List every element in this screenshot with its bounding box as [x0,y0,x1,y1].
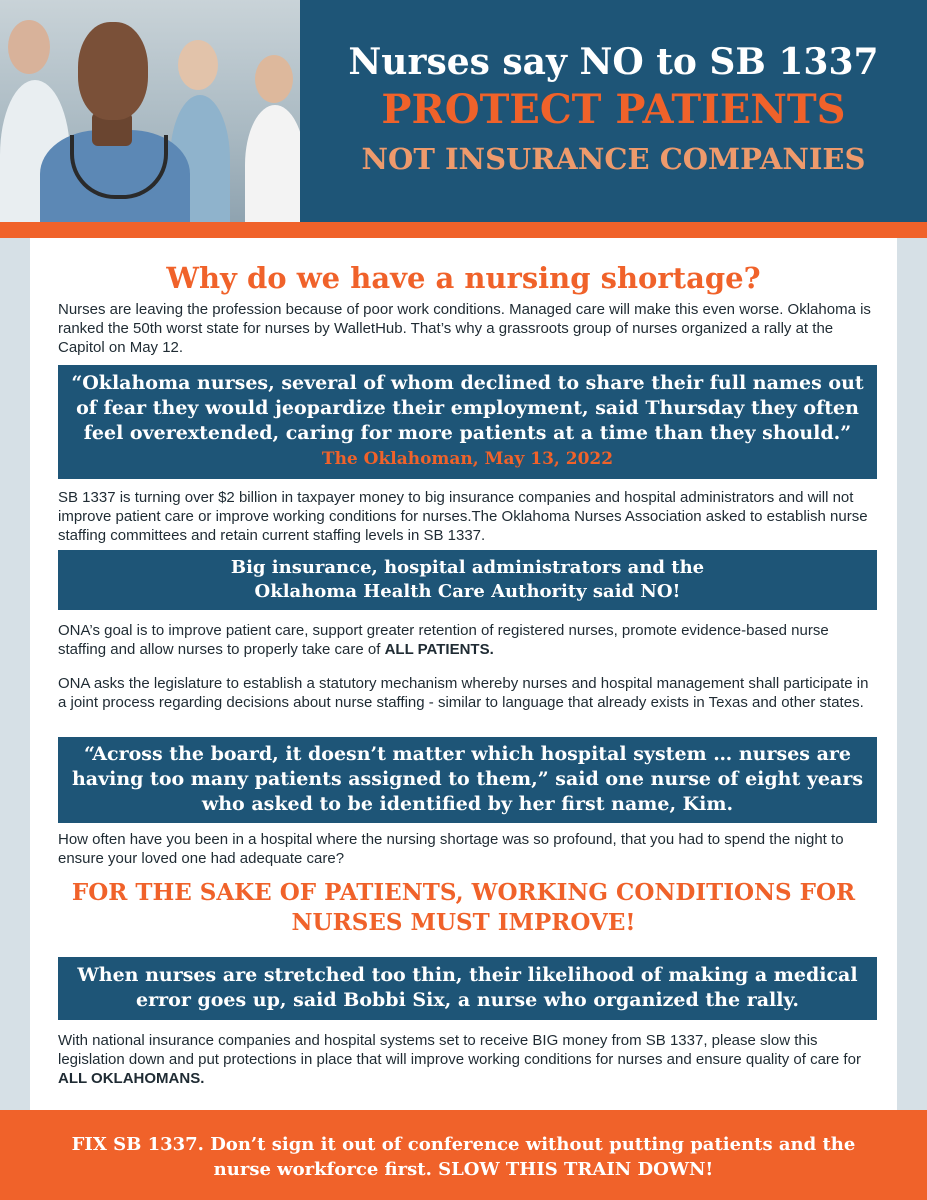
ona-legislature-paragraph: ONA asks the legislature to establish a statutory mechanism whereby nurses and hospital management shall participate in a joint process regarding decisions about nurse staffing - similar to language that already exists in Texas and other states. [58,675,869,711]
right-margin [897,238,927,1110]
callout-line1: FOR THE SAKE OF PATIENTS, WORKING CONDITIONS FOR [71,879,856,906]
left-margin [0,238,30,1110]
photo-figure [8,20,50,74]
quote-text: “Oklahoma nurses, several of whom declined to share their full names out of fear they would jeopardize their employment, said Thursday they often feel overextended, caring for more patients at a time than they should.” [71,372,864,444]
photo-figure [178,40,218,90]
sb1337-paragraph: SB 1337 is turning over $2 billion in taxpayer money to big insurance companies and hospital administrators and will not improve patient care or improve working conditions for nurses.The Oklahoma Nurses Association asked to establish nurse staffing committees and retain current staffing levels in SB 1337. [58,489,868,544]
headline-subtitle: PROTECT PATIENTS [381,86,846,133]
section-heading: Why do we have a nursing shortage? [166,261,761,295]
question-paragraph: How often have you been in a hospital where the nursing shortage was so profound, that you had to spend the night to ensure your loved one had adequate care? [58,831,844,867]
said-no-box [58,550,877,610]
said-no-line1: Big insurance, hospital administrators and the [230,557,705,578]
photo-figure [245,105,300,222]
footer-banner [0,1110,927,1200]
quote-text: “Across the board, it doesn’t matter which hospital system … nurses are having too many patients assigned to them,” said one nurse of eight years who asked to be identified by her first name, Kim. [71,743,864,815]
nurses-photo [0,0,300,222]
quote-text: When nurses are stretched too thin, their likelihood of making a medical error goes up, said Bobbi Six, a nurse who organized the rally. [77,964,858,1011]
headline-tagline: NOT INSURANCE COMPANIES [361,142,866,176]
photo-figure [78,22,148,120]
closing-text: With national insurance companies and hospital systems set to receive BIG money from SB 1337, please slow this legislation down and put protections in place that will improve working conditions for nurses and ensure quality of care for [58,1032,861,1068]
callout-line2: NURSES MUST IMPROVE! [291,909,636,936]
headline-title: Nurses say NO to SB 1337 [348,41,879,83]
footer-line2: nurse workforce first. SLOW THIS TRAIN DOWN! [213,1159,714,1180]
closing-paragraph [58,1031,878,1088]
header-divider [0,222,927,238]
quote-box-oklahoman [58,365,877,479]
intro-paragraph: Nurses are leaving the profession because of poor work conditions. Managed care will make this even worse. Oklahoma is ranked the 50th worst state for nurses by WalletHub. That’s why a grassroots group of nurses organized a rally at the Capitol on May 12. [58,301,871,356]
closing-emphasis: ALL OKLAHOMANS. [58,1070,205,1087]
photo-figure [255,55,293,103]
quote-source: The Oklahoman, May 13, 2022 [321,449,614,469]
ona-goal-emphasis: ALL PATIENTS. [384,641,494,658]
footer-line1: FIX SB 1337. Don’t sign it out of conference without putting patients and the [71,1134,856,1155]
ona-goal-text: ONA’s goal is to improve patient care, support greater retention of registered nurses, promote evidence-based nurse staffing and allow nurses to properly take care of [58,622,829,658]
ona-goal-paragraph [58,621,878,659]
quote-box-kim [58,737,877,823]
quote-box-bobbi [58,957,877,1020]
said-no-line2: Oklahoma Health Care Authority said NO! [254,581,681,602]
